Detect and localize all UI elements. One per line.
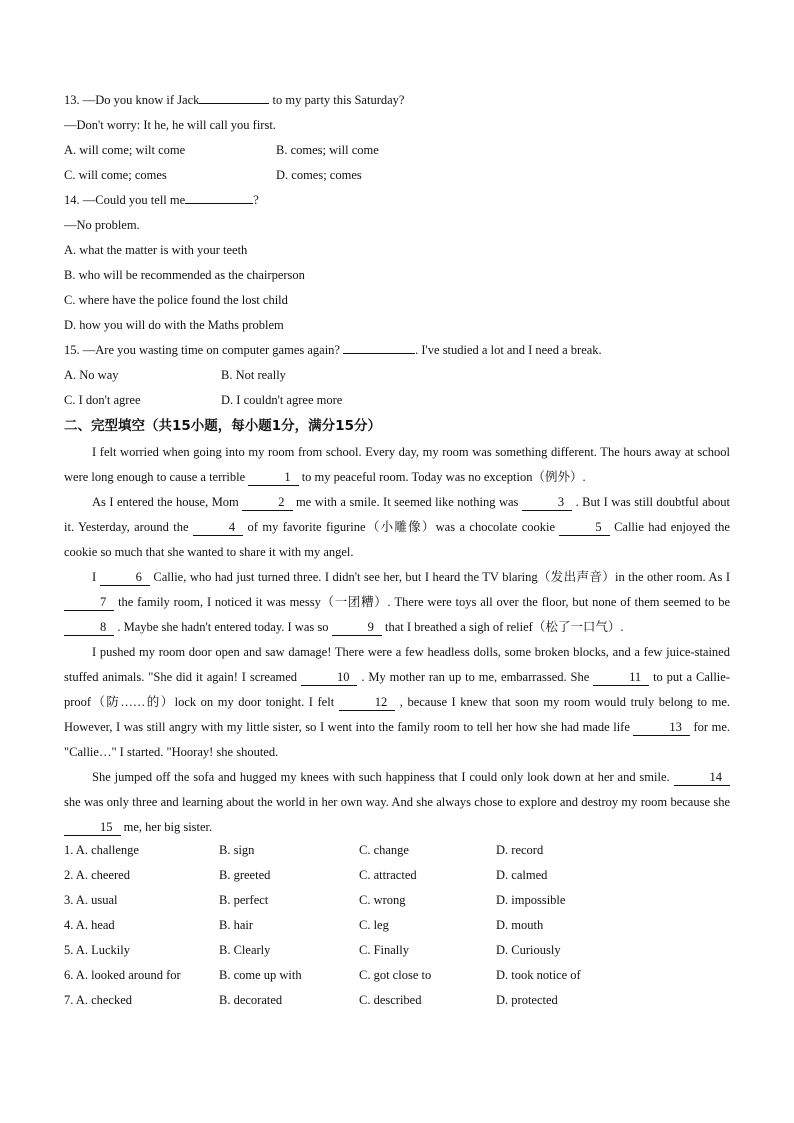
numbered-blank: 3	[522, 495, 572, 511]
passage-text: Callie, who had just turned three. I didn't see her, but I heard the TV blaring（发出声音）in the other room. As I	[149, 570, 730, 584]
passage-text: of my favorite figurine（小雕像）was a chocolate cookie	[243, 520, 560, 534]
passage-text: She jumped off the sofa and hugged my knees with such happiness that I could only look down at her and smile.	[92, 770, 674, 784]
numbered-blank: 6	[100, 570, 150, 586]
choice-row	[64, 840, 730, 865]
question-15	[64, 340, 730, 415]
stem-text: . I've studied a lot and I need a break.	[415, 343, 602, 357]
answer-blank	[343, 340, 415, 354]
passage-text: I	[92, 570, 100, 584]
numbered-blank: 2	[242, 495, 292, 511]
choice-d: D. took notice of	[496, 968, 581, 982]
option-c: C. I don't agree	[64, 393, 141, 407]
choice-d: D. impossible	[496, 893, 566, 907]
option-d: D. I couldn't agree more	[221, 393, 343, 407]
choice-d: D. mouth	[496, 918, 544, 932]
numbered-blank: 5	[559, 520, 609, 536]
choice-a: 5. A. Luckily	[64, 943, 130, 957]
stem-text: 14. —Could you tell me	[64, 193, 186, 207]
passage-text: she was only three and learning about the world in her own way. And she always chose to explore and destroy my room because she	[64, 795, 730, 809]
choice-a: 3. A. usual	[64, 893, 118, 907]
passage-text: the family room, I noticed it was messy（一团糟）. There were toys all over the floor, but none of them seemed to be	[114, 595, 730, 609]
option-row	[64, 365, 730, 390]
stem-text: 15. —Are you wasting time on computer games again?	[64, 343, 340, 357]
passage-text: . My mother ran up to me, embarrassed. She	[357, 670, 594, 684]
exam-page	[64, 90, 730, 1015]
numbered-blank: 14	[674, 770, 731, 786]
stem-text: 13. —Do you know if Jack	[64, 93, 200, 107]
option-b: B. Not really	[221, 368, 286, 382]
choice-a: 6. A. looked around for	[64, 968, 181, 982]
choice-c: C. change	[359, 843, 409, 857]
choice-a: 1. A. challenge	[64, 843, 139, 857]
choice-d: D. protected	[496, 993, 558, 1007]
passage-text: for me. "Callie…" I started. "Hooray! she shouted.	[64, 720, 730, 759]
choice-c: C. wrong	[359, 893, 406, 907]
choice-a: 2. A. cheered	[64, 868, 130, 882]
passage-text: to put a Callie-proof（防……的）lock on my door tonight. I felt	[64, 670, 730, 709]
choice-b: B. greeted	[219, 868, 271, 882]
choice-b: B. decorated	[219, 993, 283, 1007]
choice-c: C. got close to	[359, 968, 432, 982]
choice-list	[64, 840, 730, 1015]
passage-text: me, her big sister.	[120, 820, 213, 834]
numbered-blank: 15	[64, 820, 121, 836]
choice-row	[64, 990, 730, 1015]
numbered-blank: 10	[301, 670, 358, 686]
option-d: D. comes; comes	[276, 168, 362, 182]
option-a: A. will come; wilt come	[64, 143, 186, 157]
passage-paragraph	[64, 765, 730, 840]
choice-row	[64, 940, 730, 965]
choice-b: B. come up with	[219, 968, 302, 982]
option-c: C. will come; comes	[64, 168, 167, 182]
passage-text: that I breathed a sigh of relief（松了一口气）.	[381, 620, 624, 634]
numbered-blank: 13	[633, 720, 690, 736]
passage-text: Callie had enjoyed the cookie so much that she wanted to share it with my angel.	[64, 520, 730, 559]
stem-text: ?	[253, 193, 259, 207]
option-d: D. how you will do with the Maths problem	[64, 318, 284, 332]
choice-c: C. leg	[359, 918, 389, 932]
answer-blank	[185, 190, 253, 204]
answer-blank	[199, 90, 269, 104]
choice-a: 7. A. checked	[64, 993, 133, 1007]
option-row	[64, 390, 730, 415]
cloze-passage	[64, 440, 730, 840]
choice-d: D. calmed	[496, 868, 548, 882]
dialogue-reply: —No problem.	[64, 218, 140, 232]
choice-c: C. Finally	[359, 943, 410, 957]
option-c: C. where have the police found the lost child	[64, 293, 288, 307]
question-stem	[64, 340, 730, 365]
numbered-blank: 7	[64, 595, 114, 611]
question-stem	[64, 190, 730, 215]
passage-text: As I entered the house, Mom	[92, 495, 243, 509]
passage-paragraph	[64, 440, 730, 490]
numbered-blank: 4	[193, 520, 243, 536]
numbered-blank: 8	[64, 620, 114, 636]
question-stem	[64, 90, 730, 115]
passage-text: . Maybe she hadn't entered today. I was so	[114, 620, 332, 634]
passage-text: me with a smile. It seemed like nothing was	[292, 495, 522, 509]
option-a: A. No way	[64, 368, 119, 382]
choice-d: D. record	[496, 843, 544, 857]
passage-text: to my peaceful room. Today was no exception（例外）.	[298, 470, 586, 484]
numbered-blank: 1	[248, 470, 298, 486]
choice-row	[64, 865, 730, 890]
option-b: B. who will be recommended as the chairperson	[64, 268, 305, 282]
option-row	[64, 165, 730, 190]
section-title: 二、完型填空（共15小题，每小题1分，满分15分）	[64, 418, 381, 434]
question-13	[64, 90, 730, 190]
numbered-blank: 9	[332, 620, 382, 636]
question-14	[64, 190, 730, 340]
choice-b: B. perfect	[219, 893, 269, 907]
choice-row	[64, 965, 730, 990]
choice-row	[64, 890, 730, 915]
choice-d: D. Curiously	[496, 943, 561, 957]
numbered-blank: 12	[339, 695, 396, 711]
choice-b: B. sign	[219, 843, 255, 857]
passage-paragraph	[64, 565, 730, 640]
passage-paragraph	[64, 490, 730, 565]
option-a: A. what the matter is with your teeth	[64, 243, 248, 257]
numbered-blank: 11	[593, 670, 649, 686]
passage-text: , because I knew that soon my room would truly belong to me. However, I was still angry with my little sister, so I went into the family room to tell her how she had made life	[64, 695, 730, 734]
option-row	[64, 140, 730, 165]
passage-paragraph	[64, 640, 730, 765]
choice-c: C. attracted	[359, 868, 417, 882]
passage-text: I pushed my room door open and saw damage! There were a few headless dolls, some broken blocks, and a few juice-stained stuffed animals. "She did it again! I screamed	[64, 645, 730, 684]
dialogue-reply: —Don't worry: It he, he will call you first.	[64, 118, 276, 132]
choice-row	[64, 915, 730, 940]
stem-text: to my party this Saturday?	[269, 93, 405, 107]
choice-b: B. Clearly	[219, 943, 271, 957]
choice-c: C. described	[359, 993, 422, 1007]
choice-a: 4. A. head	[64, 918, 115, 932]
choice-b: B. hair	[219, 918, 254, 932]
passage-text: . But I was still doubtful about it. Yesterday, around the	[64, 495, 731, 534]
option-b: B. comes; will come	[276, 143, 379, 157]
passage-text: I felt worried when going into my room from school. Every day, my room was something different. The hours away at school were long enough to cause a terrible	[64, 445, 730, 484]
